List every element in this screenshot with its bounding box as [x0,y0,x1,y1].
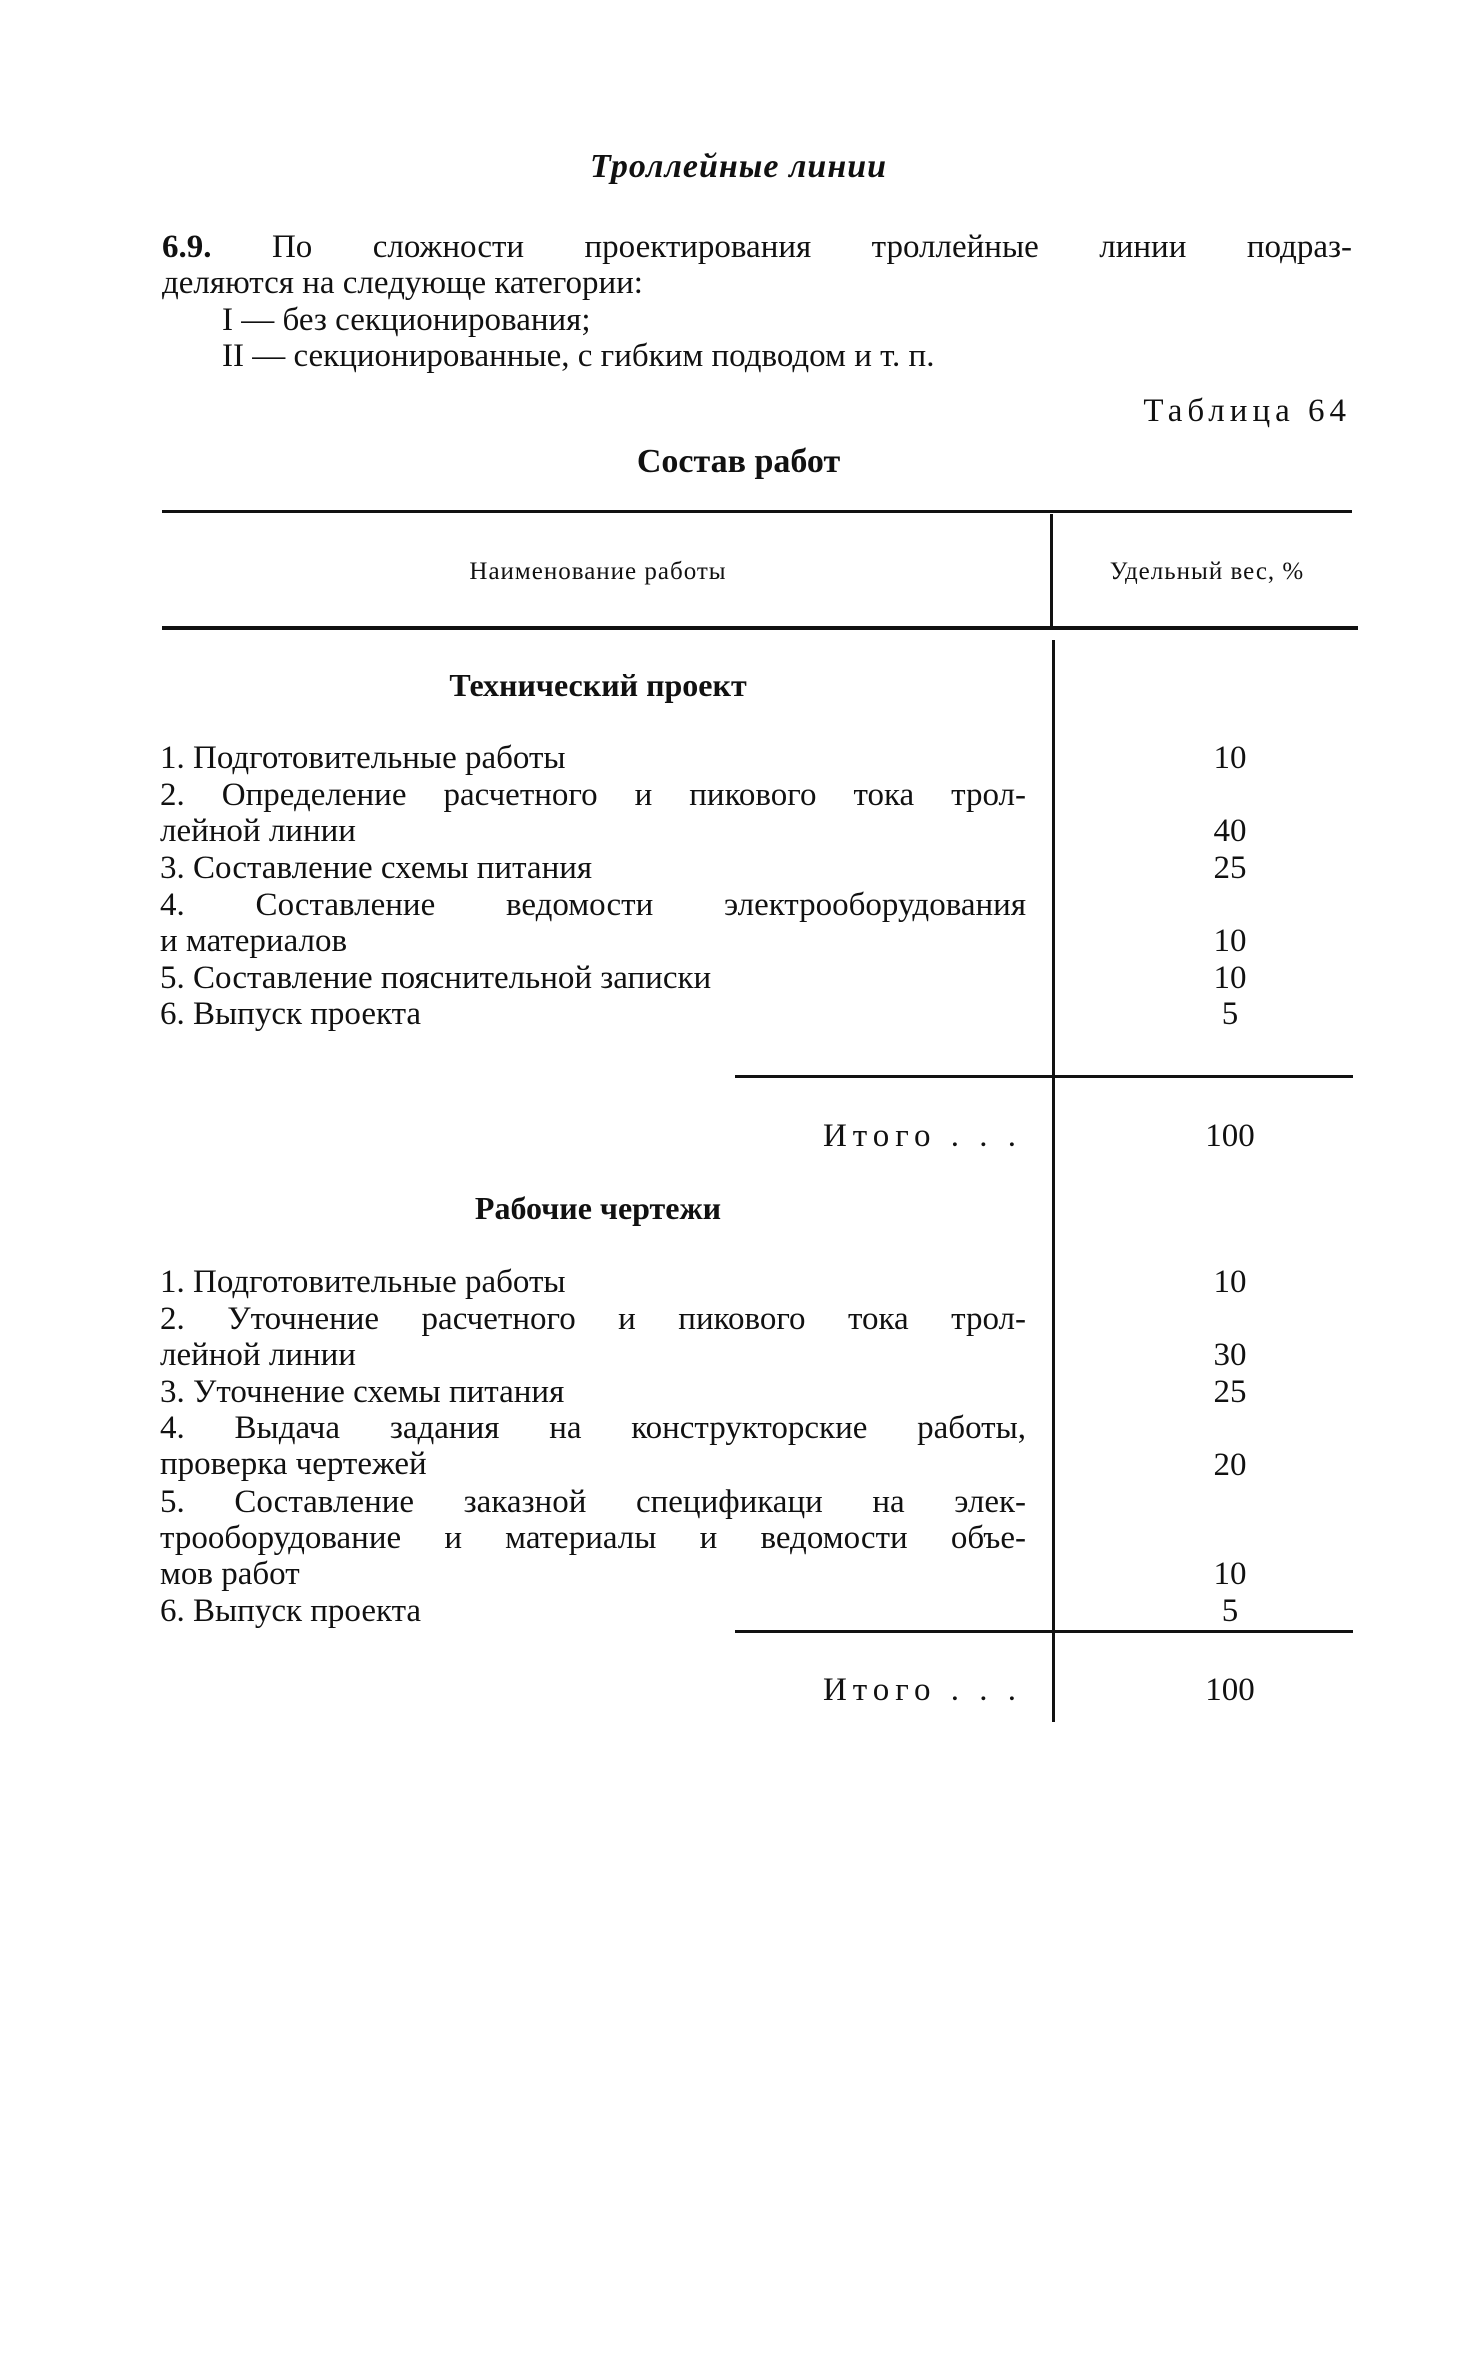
row-value: 10 [1213,740,1247,776]
total-label: Итого . . . [822,1118,1022,1154]
intro-line-2: деляются на следующе категории: [162,265,643,301]
table-row [160,1301,1026,1373]
table-row [160,960,1026,996]
table-row [160,1484,1026,1592]
row-value: 5 [1221,996,1239,1032]
column-header-weight: Удельный вес, % [1109,558,1305,585]
total-value: 100 [1205,1118,1255,1154]
row-value: 30 [1213,1337,1247,1373]
row-value: 5 [1221,1593,1239,1629]
table-row [160,1264,1026,1300]
table-caption: Таблица 64 [1143,393,1351,429]
total-value: 100 [1205,1672,1255,1708]
row-value: 10 [1213,1264,1247,1300]
intro-line-1 [162,229,1352,265]
table-row [160,1374,1026,1410]
table-row [160,996,1026,1032]
row-value: 10 [1213,1556,1247,1592]
column-header-name: Наименование работы [469,558,727,585]
table-row [160,1410,1026,1482]
category-item-2: II — секционированные, с гибким подводом и т. п. [222,338,935,374]
row-text: 5. Составление заказной спецификаци на элек- [160,1484,1026,1520]
table-top-rule [162,510,1352,513]
clause-number: 6.9. [162,229,212,265]
table-row [160,777,1026,849]
section-title: Троллейные линии [589,148,888,185]
row-value: 25 [1213,1374,1247,1410]
category-item-1: I — без секционирования; [222,302,591,338]
table-row [160,1593,1026,1629]
subtotal-rule [735,1075,1353,1078]
table-row [160,887,1026,959]
table-row [160,740,1026,776]
row-value: 20 [1213,1447,1247,1483]
intro-paragraph [162,229,1352,265]
total-label: Итого . . . [822,1672,1022,1708]
subtotal-rule [735,1630,1353,1633]
row-text: лейной линии [160,1337,356,1373]
row-text: и материалов [160,923,348,959]
row-value: 10 [1213,960,1247,996]
row-text: трооборудование и материалы и ведомости объе- [160,1520,1026,1556]
intro-line-1-text: По сложности проектирования троллейные линии подраз- [211,229,1352,265]
row-text: 3. Составление схемы питания [160,850,593,886]
header-bottom-rule [162,626,1358,630]
section-heading: Технический проект [449,667,747,703]
row-text: 3. Уточнение схемы питания [160,1374,565,1410]
section-heading: Рабочие чертежи [474,1190,722,1226]
row-text: мов работ [160,1556,300,1592]
row-text: 4. Составление ведомости электрооборудования [160,887,1026,923]
row-value: 40 [1213,813,1247,849]
row-text: 6. Выпуск проекта [160,1593,422,1629]
row-text: лейной линии [160,813,356,849]
row-text: 1. Подготовительные работы [160,1264,566,1300]
row-text: 1. Подготовительные работы [160,740,566,776]
row-text: проверка чертежей [160,1446,427,1482]
row-text: 2. Определение расчетного и пикового тока трол- [160,777,1026,813]
table-row [160,850,1026,886]
row-text: 5. Составление пояснительной записки [160,960,712,996]
row-text: 4. Выдача задания на конструкторские работы, [160,1410,1026,1446]
row-value: 25 [1213,850,1247,886]
header-column-divider [1050,514,1053,626]
body-column-divider [1052,640,1055,1722]
table-title: Состав работ [636,443,841,480]
row-value: 10 [1213,923,1247,959]
row-text: 2. Уточнение расчетного и пикового тока трол- [160,1301,1026,1337]
row-text: 6. Выпуск проекта [160,996,422,1032]
